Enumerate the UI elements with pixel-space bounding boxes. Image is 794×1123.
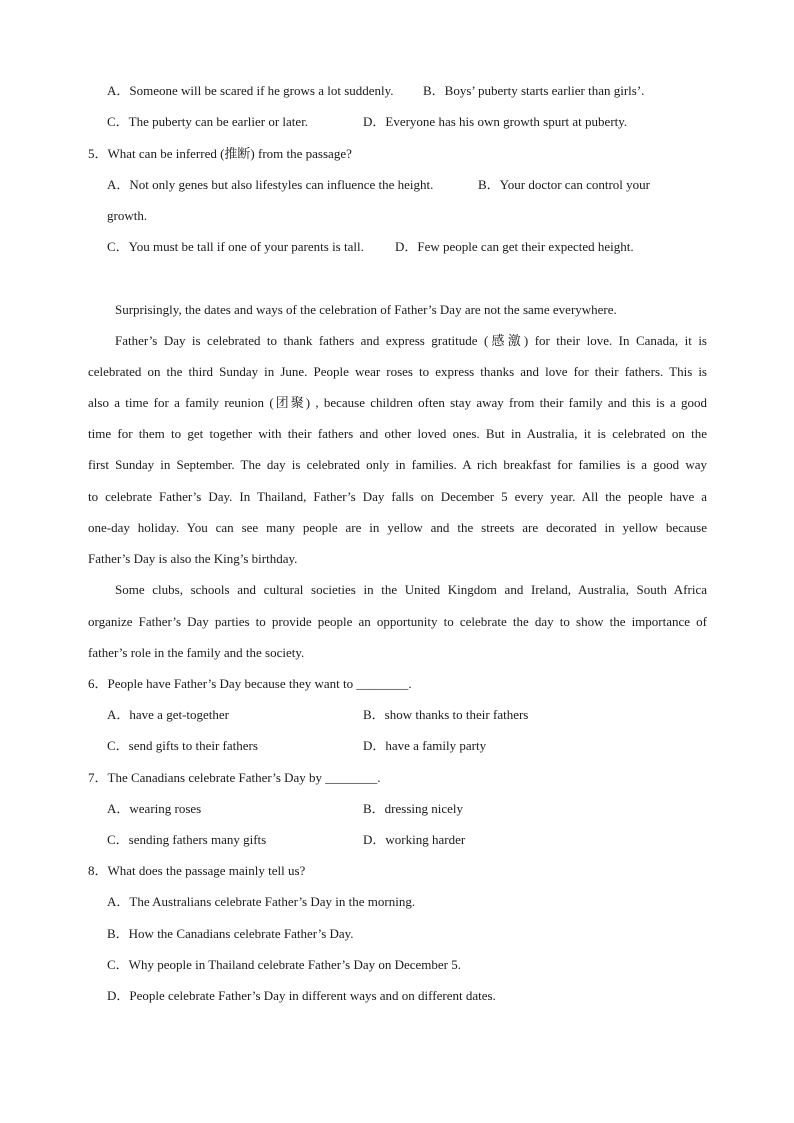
passage-paragraph-1: Surprisingly, the dates and ways of the celebration of Father’s Day are not the same everywhere.	[115, 302, 617, 317]
passage-paragraph-2-line: time for them to get together with their fathers and other loved ones. But in Australia, it is celebrated on the	[88, 426, 707, 441]
q6-option-b: B．show thanks to their fathers	[363, 707, 529, 722]
passage-paragraph-2-line: also a time for a family reunion (团聚) , because children often stay away from their family and this is a good	[88, 395, 707, 410]
passage-paragraph-2-line: one-day holiday. You can see many people are in yellow and the streets are decorated in yellow because	[88, 520, 707, 535]
q8-option-a: A．The Australians celebrate Father’s Day in the morning.	[107, 894, 416, 909]
q8-option-d: D．People celebrate Father’s Day in different ways and on different dates.	[107, 988, 496, 1003]
q7-option-a: A．wearing roses	[107, 801, 202, 816]
passage-paragraph-3-line: father’s role in the family and the society.	[88, 645, 305, 660]
q4-option-a: A．Someone will be scared if he grows a lot suddenly.	[107, 83, 394, 98]
q6-option-d: D．have a family party	[363, 738, 487, 753]
q7-option-d: D．working harder	[363, 832, 466, 847]
q7-stem: 7．The Canadians celebrate Father’s Day by ________.	[88, 770, 381, 785]
q5-option-a: A．Not only genes but also lifestyles can influence the height.	[107, 177, 434, 192]
passage-paragraph-2-line: to celebrate Father’s Day. In Thailand, Father’s Day falls on December 5 every year. All the people have a	[88, 489, 707, 504]
passage-paragraph-3-line: organize Father’s Day parties to provide people an opportunity to celebrate the day to show the importance of	[88, 614, 707, 629]
q7-option-c: C．sending fathers many gifts	[107, 832, 267, 847]
q5-option-c: C．You must be tall if one of your parents is tall.	[107, 239, 364, 254]
q8-option-c: C．Why people in Thailand celebrate Father’s Day on December 5.	[107, 957, 462, 972]
q4-option-c: C．The puberty can be earlier or later.	[107, 114, 309, 129]
passage-paragraph-2-line: celebrated on the third Sunday in June. People wear roses to express thanks and love for their fathers. This is	[88, 364, 707, 379]
q6-option-a: A．have a get-together	[107, 707, 230, 722]
q5-stem: 5．What can be inferred (推断) from the passage?	[88, 146, 352, 161]
passage-paragraph-2-line: Father’s Day is also the King’s birthday.	[88, 551, 298, 566]
q7-option-b: B．dressing nicely	[363, 801, 464, 816]
q4-option-d: D．Everyone has his own growth spurt at puberty.	[363, 114, 628, 129]
q4-option-b: B．Boys’ puberty starts earlier than girls’.	[423, 83, 645, 98]
passage-paragraph-2-line: first Sunday in September. The day is celebrated only in families. A rich breakfast for families is a good way	[88, 457, 707, 472]
passage-paragraph-3-line: Some clubs, schools and cultural societies in the United Kingdom and Ireland, Australia, South Africa	[115, 582, 707, 597]
q5-option-d: D．Few people can get their expected height.	[395, 239, 634, 254]
passage-paragraph-2-line: Father’s Day is celebrated to thank fathers and express gratitude (感激) for their love. In Canada, it is	[115, 333, 707, 348]
q5-option-b: B．Your doctor can control your	[478, 177, 650, 192]
q6-option-c: C．send gifts to their fathers	[107, 738, 258, 753]
q6-stem: 6．People have Father’s Day because they want to ________.	[88, 676, 412, 691]
q5-option-b-continued: growth.	[107, 208, 148, 223]
q8-stem: 8．What does the passage mainly tell us?	[88, 863, 306, 878]
q8-option-b: B．How the Canadians celebrate Father’s Day.	[107, 926, 354, 941]
